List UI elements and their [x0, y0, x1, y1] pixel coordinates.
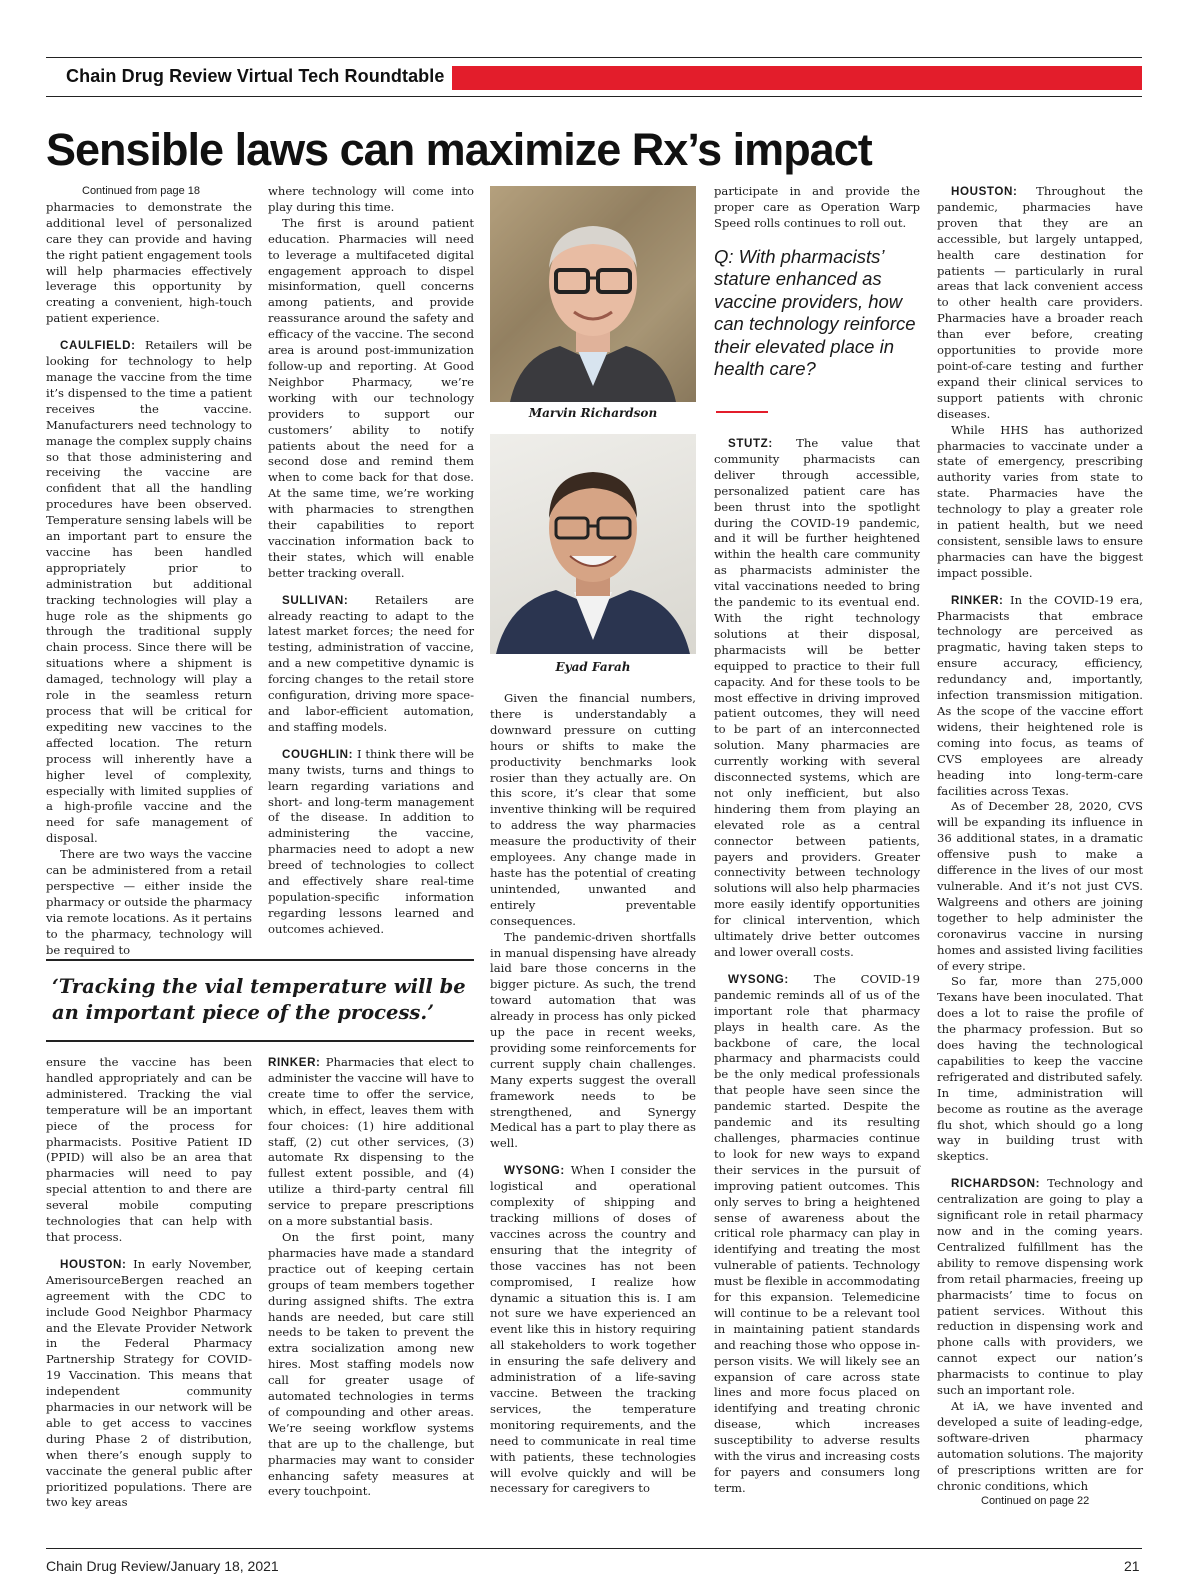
- paragraph-text: Pharmacies that elect to administer the vaccine will have to create time to offer the service, which, in effect, leaves them with four choices: (1) hire additional staff, (2) cut other services, (3) automate Rx dispensing to the fullest extent possible, and (4) utilize a third-party central fill service to prepare prescriptions on a more substantial basis.: [268, 1055, 474, 1229]
- paragraph-text: I think there will be many twists, turns and things to learn regarding variations and short- and long-term management of the disease. In addition to administering the vaccine, pharmacies need to adopt a new breed of technologies to collect and effectively share real-time population-specific information regarding lessons learned and outcomes achieved.: [268, 746, 474, 936]
- column-4-intro: [714, 184, 920, 232]
- column-2-top: [268, 184, 474, 938]
- publication-date: Chain Drug Review/January 18, 2021: [46, 1558, 279, 1574]
- paragraph-caulfield: [46, 338, 252, 847]
- pull-quote-top-rule: [46, 959, 474, 961]
- paragraph-houston: [46, 1257, 252, 1512]
- paragraph-text: Retailers will be looking for technology to help manage the vaccine from the time it’s dispensed to the time a patient receives the vaccine. Manufacturers need technology to manage the complex supply chains so that those administering and receiving the vaccine are confident that all the handling procedures have been observed. Temperature sensing labels will be an important part to ensure the vaccine has been handled appropriately prior to administration but additional tracking technologies will play a huge role as the shipments go through the traditional supply chain process. Since there will be situations where a shipment is damaged, technology will play a role in the seamless return process that will be critical for expediting new vaccines to the affected location. The return process will inherently have a higher level of complexity, especially with limited supplies of a high-profile vaccine and the need for safe management of disposal.: [46, 338, 252, 846]
- header-accent-bar: [452, 66, 1142, 90]
- speaker-name: RINKER:: [268, 1056, 321, 1069]
- question-heading: Q: With pharmacists’ stature enhanced as vaccine providers, how can technology reinforce their elevated place in health care?: [714, 246, 916, 380]
- speaker-name: WYSONG:: [728, 972, 789, 986]
- speaker-name: RICHARDSON:: [951, 1177, 1041, 1191]
- paragraph: While HHS has authorized pharmacies to vaccinate under a state of emergency, prescribing authority varies from state to state. Pharmacies have the technology to play a greater role in patient health, but we need consistent, sensible laws to ensure pharmacies can have the biggest impact possible.: [937, 422, 1143, 580]
- paragraph-sullivan: [268, 593, 474, 736]
- headline: Sensible laws can maximize Rx’s impact: [46, 124, 872, 175]
- speaker-name: WYSONG:: [504, 1164, 565, 1178]
- speaker-name: HOUSTON:: [951, 185, 1018, 198]
- paragraph-wysong: [714, 972, 920, 1497]
- paragraph-text: In early November, AmerisourceBergen reached an agreement with the CDC to include Good Neighbor Pharmacy and the Elevate Provider Network in the Federal Pharmacy Partnership Strategy for COVID-19 Vaccination. This means that independent community pharmacies in our network will be able to get access to vaccines during Phase 2 of distribution, when there’s enough supply to vaccinate the general public after prioritized populations. There are two key areas: [46, 1256, 252, 1510]
- photo-caption: Marvin Richardson: [528, 406, 658, 420]
- column-4: [714, 436, 920, 1497]
- paragraph: So far, more than 275,000 Texans have been inoculated. That does a lot to raise the profile of the pharmacy profession. But so does having the technological capabilities to keep the vaccine refrigerated and distributed safely. In time, administration will become as routine as the average flu shot, which should go a long way in building trust with skeptics.: [937, 974, 1143, 1164]
- pull-quote: ‘Tracking the vial temperature will be an important piece of the process.’: [52, 975, 466, 1024]
- paragraph: Given the financial numbers, there is understandably a downward pressure on cutting hours or shifts to make the productivity benchmarks look rosier than they actually are. On this score, it’s clear that some inventive thinking will be required to address the way pharmacies measure the productivity of their employees. Any change made in haste has the potential of creating unintended, unwanted and entirely preventable consequences.: [490, 691, 696, 928]
- paragraph-coughlin: [268, 747, 474, 938]
- speaker-name: STUTZ:: [728, 437, 773, 450]
- portrait-illustration: [490, 186, 696, 402]
- paragraph: The pandemic-driven shortfalls in manual dispensing have already laid bare those concerns in the bigger picture. As such, the trend toward automation that was already in process has only picked up the pace in recent weeks, providing some reinforcements for current supply chain challenges. Many experts suggest the overall framework needs to be strengthened, and Synergy Medical has a part to play there as well.: [490, 929, 696, 1151]
- speaker-name: CAULFIELD:: [60, 339, 136, 353]
- column-1-top: [46, 184, 252, 959]
- continued-from-label: Continued from page 18: [82, 185, 201, 197]
- question-accent-rule: [716, 411, 768, 413]
- section-label: Chain Drug Review Virtual Tech Roundtable: [66, 66, 445, 86]
- paragraph-richardson: [937, 1176, 1143, 1399]
- speaker-name: RINKER:: [951, 593, 1004, 607]
- paragraph: participate in and provide the proper care as Operation Warp Speed rolls continues to roll out.: [714, 184, 920, 230]
- pull-quote-bottom-rule: [46, 1040, 474, 1042]
- top-rule: [46, 57, 1142, 58]
- paragraph: There are two ways the vaccine can be administered from a retail perspective — either inside the pharmacy or outside the pharmacy via remote locations. As it pertains to the pharmacy, technology will be required to: [46, 847, 252, 957]
- paragraph: At iA, we have invented and developed a suite of leading-edge, software-driven pharmacy automation solutions. The majority of prescriptions written are for chronic conditions, which: [937, 1398, 1143, 1493]
- portrait-illustration: [490, 434, 696, 654]
- footer-rule: [46, 1548, 1142, 1549]
- paragraph-text: Retailers are already reacting to adapt to the latest market forces; the need for testing, administration of vaccine, and a new competitive dynamic is forcing changes to the retail store configuration, driving more space- and labor-efficient automation, and staffing models.: [268, 592, 474, 734]
- photo-marvin-richardson: [490, 186, 696, 402]
- paragraph-text: Technology and centralization are going to play a significant role in retail pharmacy now and in the coming years. Centralized fulfillment has the ability to remove dispensing work from retail pharmacies, freeing up pharmacists’ time to focus on patient services. Without this reduction in dispensing work and phone calls with providers, we cannot expect our nation’s pharmacists to continue to play such an important role.: [937, 1176, 1143, 1398]
- speaker-name: HOUSTON:: [60, 1257, 127, 1271]
- paragraph-wysong: [490, 1163, 696, 1497]
- column-1-bottom: [46, 1055, 252, 1511]
- page-number: 21: [1124, 1558, 1140, 1574]
- paragraph: ensure the vaccine has been handled appropriately and can be administered. Tracking the vial temperature will be an important piece of the process for pharmacists. Positive Patient ID (PPID) will also be an area that pharmacies will need to pay special attention to and there are several mobile computing technologies that can help with that process.: [46, 1055, 252, 1244]
- paragraph: pharmacies to demonstrate the additional level of personalized care they can provide and having the right patient engagement tools will help pharmacies effectively leverage this opportunity by creating a convenient, high-touch patient experience.: [46, 199, 252, 326]
- paragraph-houston: [937, 184, 1143, 423]
- paragraph-text: Throughout the pandemic, pharmacies have proven that they are an accessible, but largely untapped, health care destination for patients — particularly in rural areas that lack convenient access to other health care providers. Pharmacies have a broader reach than ever before, creating opportunities to provide more point-of-care testing and further expand their clinical services to support patients with chronic diseases.: [937, 184, 1143, 421]
- paragraph-text: When I consider the logistical and operational complexity of shipping and tracking millions of doses of vaccines across the country and ensuring that the integrity of those vaccines has not been compromised, I realize how dynamic a situation this is. I am not sure we have experienced an event like this in history requiring all stakeholders to work together in ensuring the safe delivery and administration of a life-saving vaccine. Between the tracking services, the temperature monitoring requirements, and the need to communicate in real time with patients, these technologies will evolve quickly and will be necessary for caregivers to: [490, 1163, 696, 1496]
- paragraph: On the first point, many pharmacies have made a standard practice out of keeping certain groups of team members together during assigned shifts. The extra hands are needed, but care still needs to be taken to prevent the extra socialization among new hires. Most staffing models now call for greater usage of automated technologies in terms of compounding and other areas. We’re seeing workflow systems that are up to the challenge, but pharmacies may want to consider enhancing safety measures at every touchpoint.: [268, 1229, 474, 1499]
- paragraph-text: The value that community pharmacists can deliver through accessible, personalized patient care has been thrust into the spotlight during the COVID-19 pandemic, and it will be further heightened within the health care community as pharmacists administer the vital vaccinations needed to bring the pandemic to its eventual end. With the right technology solutions at their disposal, pharmacists will be better equipped to practice to their full capacity. And for these tools to be most effective in driving improved patient outcomes, they will need to be part of an interconnected solution. Many pharmacies are currently working with several disconnected systems, which are not only inefficient, but also hindering them from playing an elevated role as a central connector between patients, payers and providers. Greater connectivity between technology solutions will also help pharmacies more easily identify opportunities for clinical intervention, which ultimately drive better outcomes and lower overall costs.: [714, 436, 920, 959]
- paragraph-text: The COVID-19 pandemic reminds all of us of the important role that pharmacy plays in health care. As the backbone of care, the local pharmacy and pharmacists could be the only medical professionals that people have seen since the pandemic started. Despite the pandemic and its resulting challenges, pharmacies continue to look for new ways to expand their services in the pursuit of improving patient outcomes. This only serves to bring a heightened sense of awareness about the critical role pharmacy can play in identifying and treating the most vulnerable of patients. Technology must be flexible in accommodating for this expansion. Telemedicine will continue to be a relevant tool in maintaining patient standards and reaching those who oppose in-person visits. We will likely see an expansion of care across state lines and more focus placed on identifying and treating chronic disease, which increases susceptibility to adverse results with the virus and increasing costs for payers and consumers long term.: [714, 971, 920, 1495]
- paragraph: As of December 28, 2020, CVS will be expanding its influence in 36 additional states, in a dramatic offensive push to make a difference in the lives of our most vulnerable. And it’s not just CVS. Walgreens and others are joining together to help administer the coronavirus vaccine in nursing homes and assisted living facilities of every stripe.: [937, 799, 1143, 973]
- photo-eyad-farah: [490, 434, 696, 654]
- paragraph: The first is around patient education. Pharmacies will need to leverage a multifaceted digital engagement approach to dispel misinformation, quell concerns among patients, and provide reassurance around the safety and efficacy of the vaccine. The second area is around post-immunization follow-up and reporting. At Good Neighbor Pharmacy, we’re working with our technology providers to support our customers’ ability to notify patients about the need for a second dose and remind them when to come back for that dose. At the same time, we’re working with pharmacies to strengthen their capabilities to report vaccination information back to their states, which will enable better tracking overall.: [268, 215, 474, 580]
- continued-on-label: Continued on page 22: [981, 1495, 1090, 1508]
- column-5: [937, 184, 1143, 1510]
- paragraph-rinker: [268, 1055, 474, 1230]
- column-2-bottom: [268, 1055, 474, 1500]
- paragraph-text: In the COVID-19 era, Pharmacists that embrace technology are perceived as pragmatic, having taken steps to ensure accuracy, efficiency, redundancy and, importantly, infection transmission mitigation. As the scope of the vaccine effort widens, their heightened role is coming into focus, as teams of CVS employees are already heading into long-term-care facilities across Texas.: [937, 592, 1143, 798]
- paragraph: where technology will come into play during this time.: [268, 184, 474, 214]
- photo-caption: Eyad Farah: [555, 660, 631, 674]
- column-3: [490, 691, 696, 1497]
- header-bottom-rule: [46, 96, 1142, 97]
- paragraph-stutz: [714, 436, 920, 961]
- speaker-name: SULLIVAN:: [282, 593, 349, 607]
- speaker-name: COUGHLIN:: [282, 747, 354, 761]
- paragraph-rinker: [937, 593, 1143, 800]
